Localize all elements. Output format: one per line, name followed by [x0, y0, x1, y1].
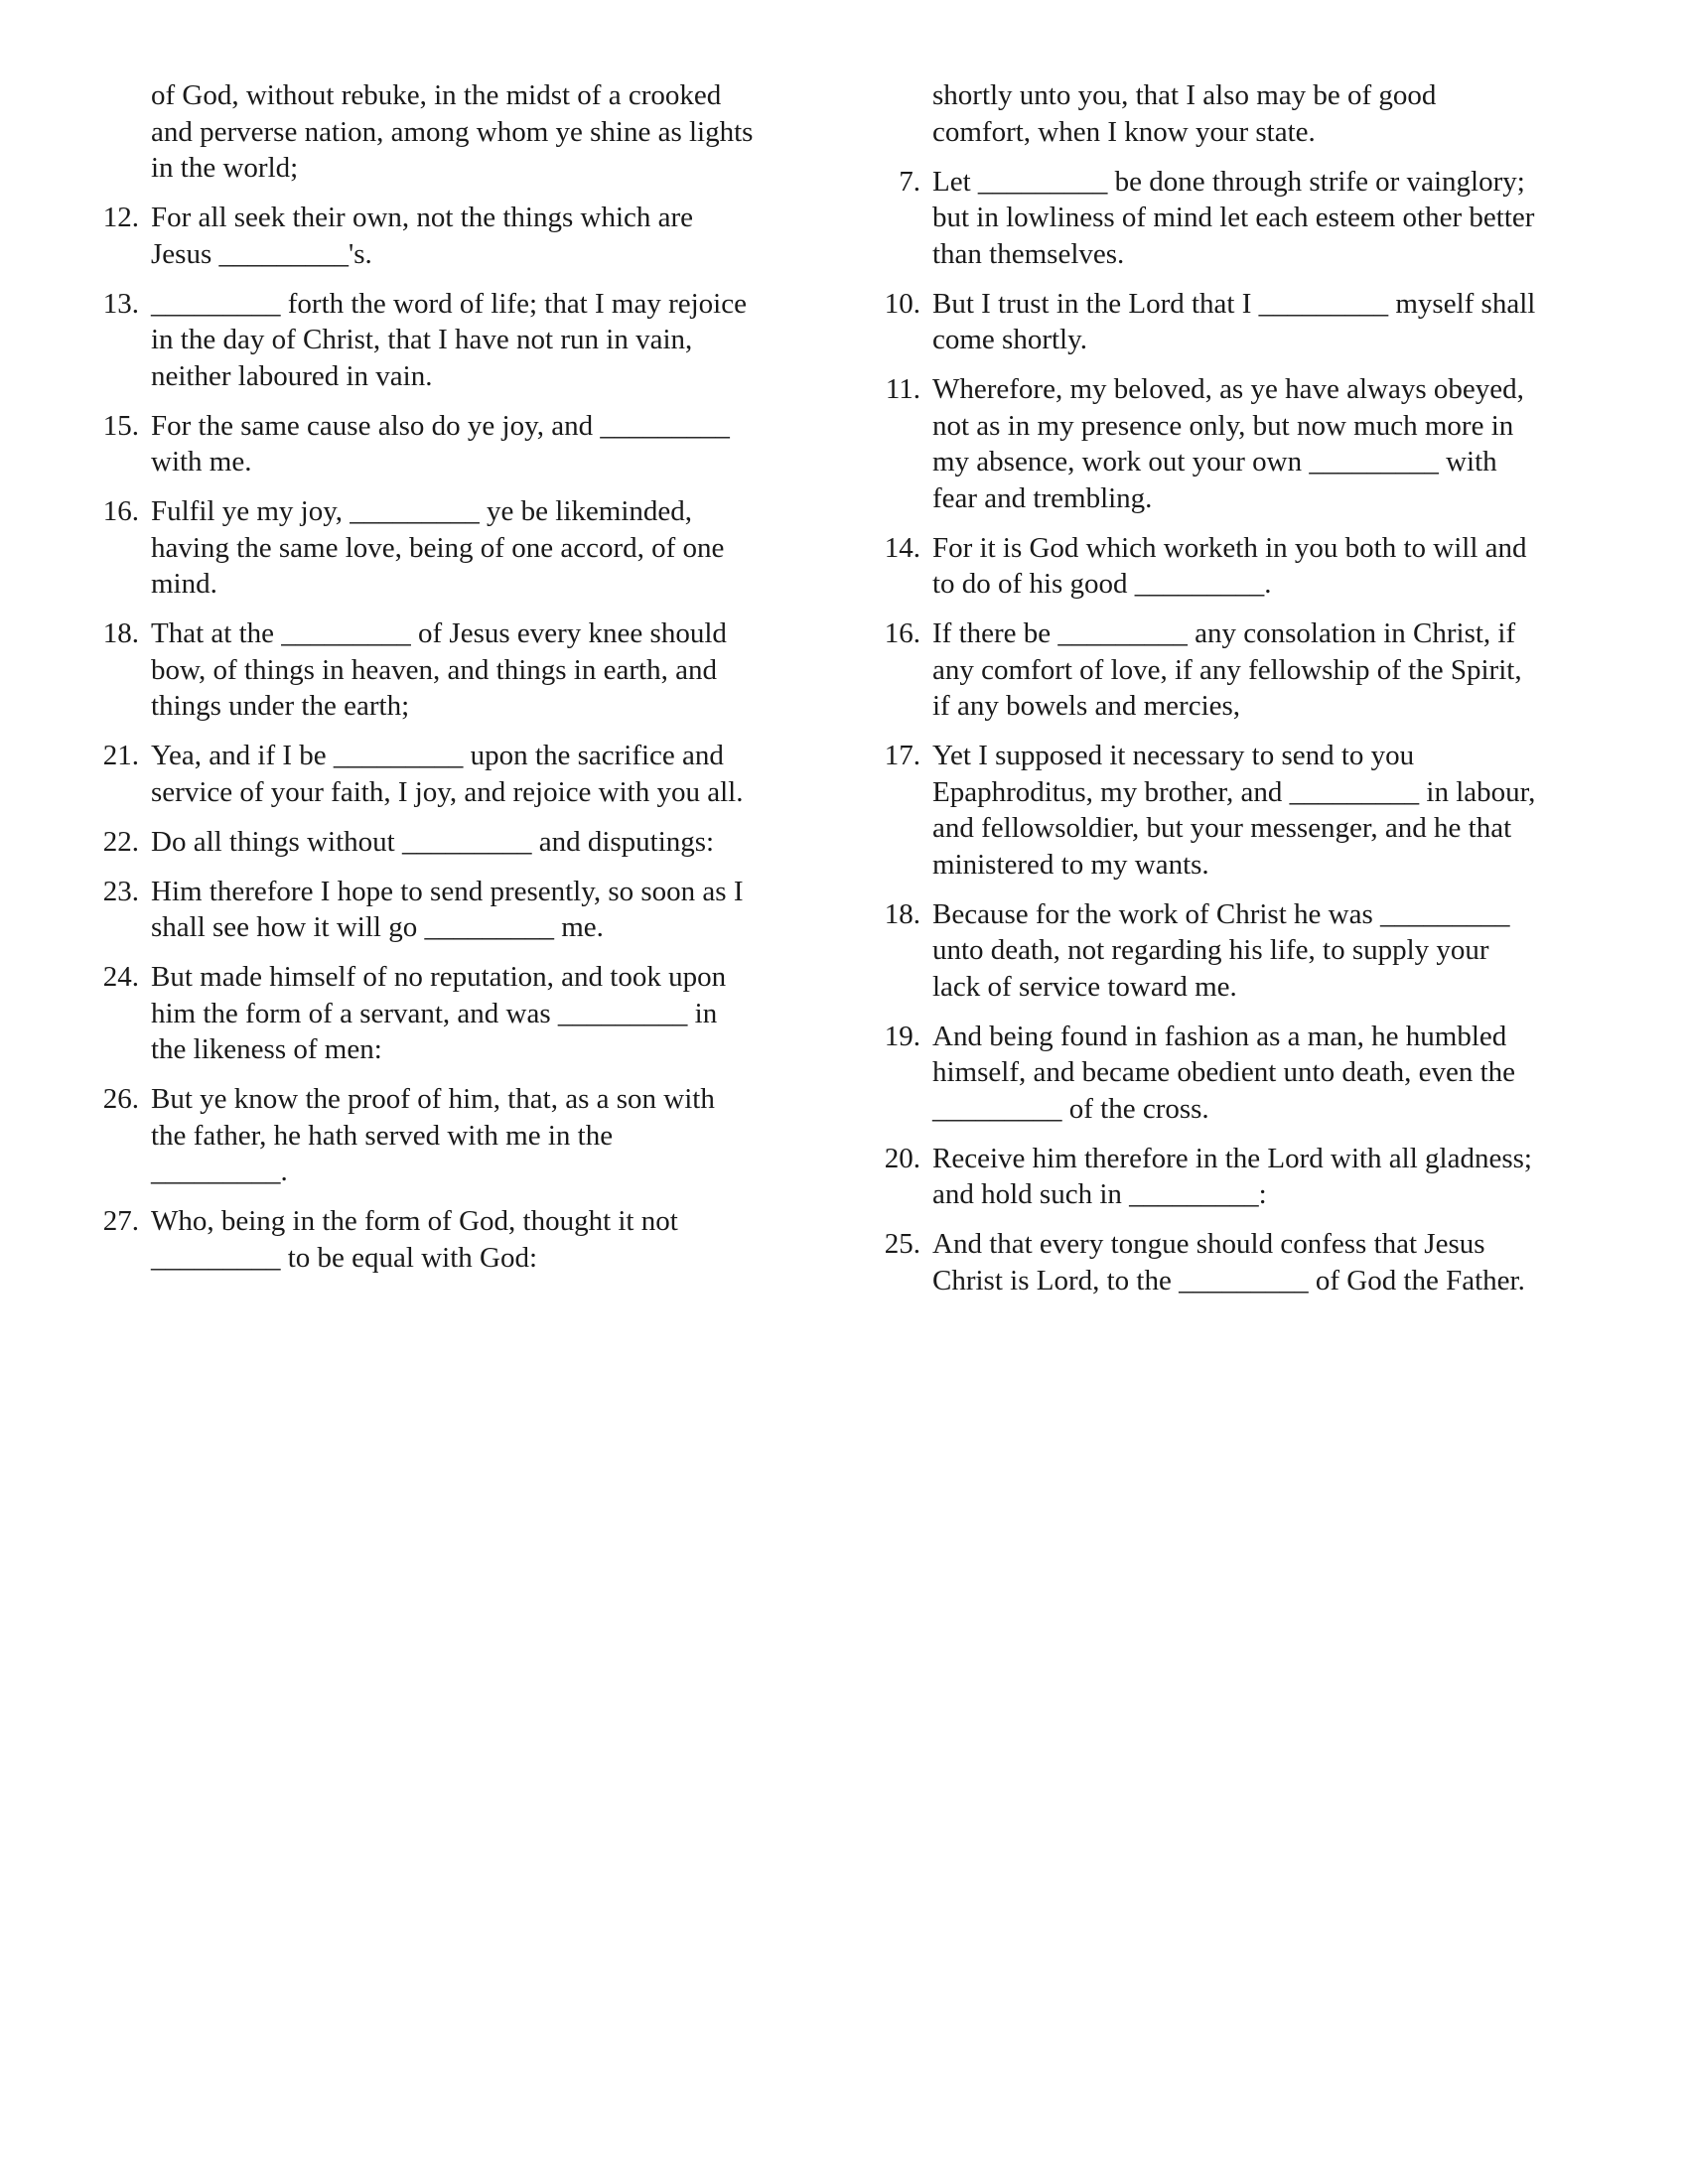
left-column — [99, 77, 755, 1290]
item-text: Because for the work of Christ he was _________ unto death, not regarding his life, to supply your lack of service toward me. — [932, 897, 1510, 1003]
item-number: 20. — [884, 1142, 920, 1174]
list-item — [99, 874, 755, 946]
item-text: If there be _________ any consolation in Christ, if any comfort of love, if any fellowship of the Spirit, if any bowels and mercies, — [932, 617, 1522, 722]
item-number: 18. — [102, 617, 139, 649]
list-item — [99, 493, 755, 603]
list-item — [99, 615, 755, 725]
list-item — [881, 164, 1536, 273]
item-number: 17. — [884, 740, 920, 771]
item-number: 16. — [884, 617, 920, 649]
item-number: 13. — [102, 287, 139, 320]
list-item — [99, 408, 755, 480]
item-number: 18. — [884, 897, 920, 930]
item-text: Who, being in the form of God, thought it not _________ to be equal with God: — [151, 1205, 678, 1274]
item-text: of God, without rebuke, in the midst of a crooked and perverse nation, among whom ye shine as lights in the world; — [151, 79, 754, 184]
list-item — [881, 1141, 1536, 1213]
item-number: 12. — [102, 202, 139, 233]
list-item-continuation — [881, 77, 1536, 150]
item-number: 10. — [884, 287, 920, 320]
item-text: But ye know the proof of him, that, as a son with the father, he hath served with me in the _________. — [151, 1083, 715, 1187]
list-item — [881, 738, 1536, 883]
item-text: For all seek their own, not the things which are Jesus _________'s. — [151, 202, 694, 270]
item-text: Wherefore, my beloved, as ye have always obeyed, not as in my presence only, but now much more in my absence, work out your own _________ with fear and trembling. — [932, 373, 1524, 514]
list-item-continuation — [99, 77, 755, 187]
item-number: 19. — [884, 1020, 920, 1052]
item-text: _________ forth the word of life; that I may rejoice in the day of Christ, that I have not run in vain, neither laboured in vain. — [151, 287, 747, 392]
item-text: Him therefore I hope to send presently, so soon as I shall see how it will go _________ me. — [151, 875, 744, 943]
item-text: Receive him therefore in the Lord with all gladness; and hold such in _________: — [932, 1142, 1532, 1210]
list-item — [99, 738, 755, 810]
item-number: 24. — [102, 961, 139, 993]
item-text: Yet I supposed it necessary to send to you Epaphroditus, my brother, and _________ in labour, and fellowsoldier, but your messenger, and he that ministered to my wants. — [932, 740, 1536, 881]
item-text: Yea, and if I be _________ upon the sacrifice and service of your faith, I joy, and rejoice with you all. — [151, 740, 744, 808]
item-number: 26. — [102, 1083, 139, 1115]
list-item — [881, 615, 1536, 725]
item-text: For the same cause also do ye joy, and _________ with me. — [151, 409, 730, 478]
right-column — [881, 77, 1536, 1312]
item-text: shortly unto you, that I also may be of good comfort, when I know your state. — [932, 79, 1437, 148]
item-text: But I trust in the Lord that I _________ myself shall come shortly. — [932, 287, 1536, 355]
list-item — [99, 959, 755, 1068]
item-text: And that every tongue should confess that Jesus Christ is Lord, to the _________ of God the Father. — [932, 1228, 1525, 1297]
item-number: 21. — [102, 740, 139, 771]
list-item — [99, 1081, 755, 1190]
list-item — [881, 530, 1536, 603]
list-item — [99, 824, 755, 861]
list-item — [881, 896, 1536, 1006]
list-item — [881, 286, 1536, 358]
list-item — [99, 1203, 755, 1276]
item-number: 23. — [102, 875, 139, 907]
item-number: 22. — [102, 825, 139, 858]
item-number: 27. — [102, 1205, 139, 1237]
item-number: 25. — [884, 1228, 920, 1260]
item-text: Let _________ be done through strife or vainglory; but in lowliness of mind let each esteem other better than themselves. — [932, 165, 1535, 270]
list-item — [881, 1226, 1536, 1298]
item-text: Fulfil ye my joy, _________ ye be likeminded, having the same love, being of one accord, of one mind. — [151, 495, 725, 600]
list-item — [99, 200, 755, 272]
item-text: And being found in fashion as a man, he humbled himself, and became obedient unto death, even the _________ of the cross. — [932, 1020, 1516, 1125]
list-item — [881, 1019, 1536, 1128]
list-item — [881, 371, 1536, 516]
item-number: 14. — [884, 531, 920, 564]
item-text: But made himself of no reputation, and took upon him the form of a servant, and was _________ in the likeness of men: — [151, 961, 727, 1065]
item-number: 11. — [885, 373, 920, 405]
list-item — [99, 286, 755, 395]
item-number: 15. — [102, 409, 139, 442]
item-text: Do all things without _________ and disputings: — [151, 825, 715, 858]
item-number: 16. — [102, 495, 139, 527]
item-text: For it is God which worketh in you both to will and to do of his good _________. — [932, 531, 1527, 600]
item-text: That at the _________ of Jesus every knee should bow, of things in heaven, and things in earth, and things under the earth; — [151, 617, 727, 722]
item-number: 7. — [899, 165, 920, 198]
